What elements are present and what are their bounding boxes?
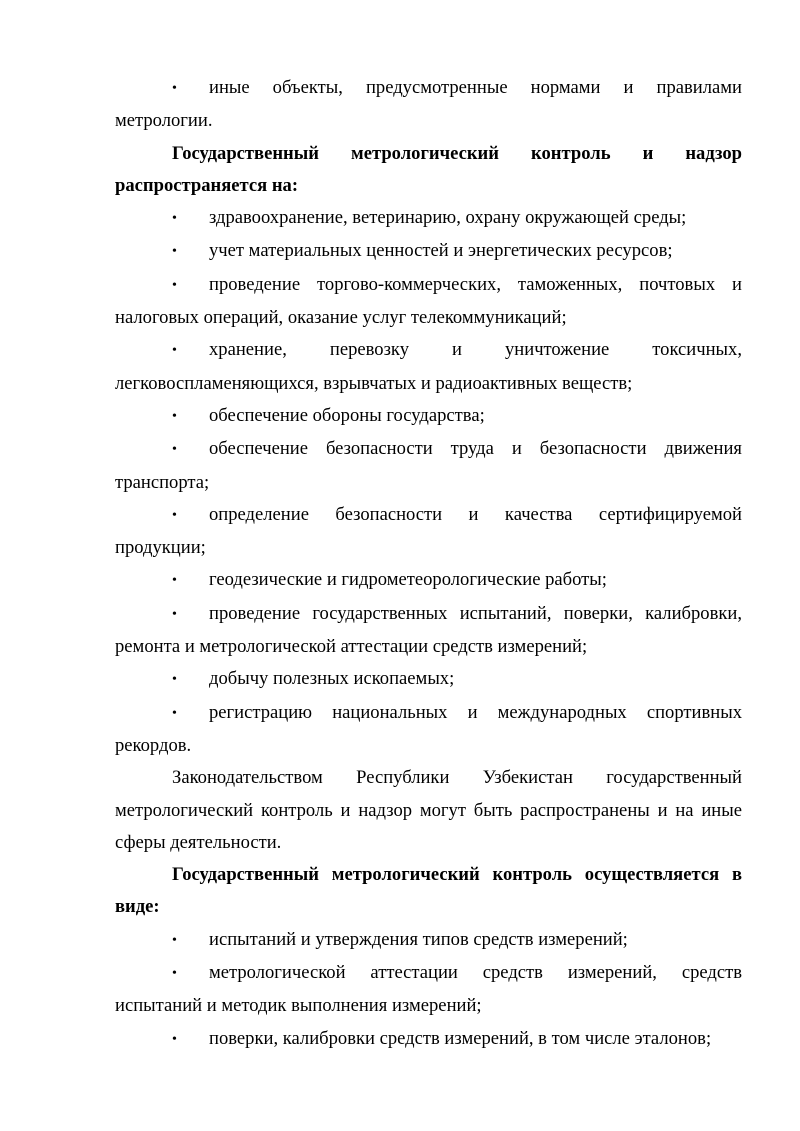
bullet-item: • здравоохранение, ветеринарию, охрану окружающей среды;: [115, 202, 742, 235]
bullet-item: • геодезические и гидрометеорологические работы;: [115, 564, 742, 597]
document-page: [115, 72, 742, 1056]
body-paragraph: Законодательством Республики Узбекистан государственный метрологический контроль и надзор могут быть распространены и на иные сферы деятельности.: [115, 767, 742, 853]
bullet-dot: •: [172, 408, 177, 424]
bullet-dot: •: [172, 672, 177, 688]
bullet-dot: •: [172, 966, 177, 982]
bullet-dot: •: [172, 244, 177, 260]
bullet-item: • хранение, перевозку и уничтожение токсичных, легковоспламеняющихся, взрывчатых и радиоактивных веществ;: [115, 334, 742, 400]
bullet-item: • испытаний и утверждения типов средств измерений;: [115, 924, 742, 957]
bullet-item: • поверки, калибровки средств измерений, в том числе эталонов;: [115, 1023, 742, 1056]
bullet-item: • регистрацию национальных и международных спортивных рекордов.: [115, 697, 742, 763]
bullet-item: • обеспечение безопасности труда и безопасности движения транспорта;: [115, 433, 742, 499]
bullet-item: • учет материальных ценностей и энергетических ресурсов;: [115, 235, 742, 268]
bullet-item: • иные объекты, предусмотренные нормами и правилами метрологии.: [115, 72, 742, 138]
bullet-item: • добычу полезных ископаемых;: [115, 663, 742, 696]
bullet-item: • проведение торгово-коммерческих, таможенных, почтовых и налоговых операций, оказание услуг телекоммуникаций;: [115, 269, 742, 335]
bullet-item: • метрологической аттестации средств измерений, средств испытаний и методик выполнения измерений;: [115, 957, 742, 1023]
bullet-dot: •: [172, 211, 177, 227]
section-heading: Государственный метрологический контроль и надзор распространяется на:: [115, 142, 742, 196]
bullet-dot: •: [172, 705, 177, 721]
bullet-dot: •: [172, 81, 177, 96]
bullet-dot: •: [172, 1031, 177, 1047]
bullet-dot: •: [172, 343, 177, 359]
bullet-dot: •: [172, 932, 177, 948]
bullet-item: • обеспечение обороны государства;: [115, 400, 742, 433]
bullet-dot: •: [172, 277, 177, 293]
bullet-dot: •: [172, 507, 177, 523]
bullet-dot: •: [172, 442, 177, 458]
section-heading: Государственный метрологический контроль осуществляется в виде:: [115, 864, 742, 918]
bullet-dot: •: [172, 606, 177, 622]
bullet-item: • проведение государственных испытаний, поверки, калибровки, ремонта и метрологической аттестации средств измерений;: [115, 598, 742, 664]
bullet-item: • определение безопасности и качества сертифицируемой продукции;: [115, 499, 742, 565]
bullet-dot: •: [172, 573, 177, 589]
